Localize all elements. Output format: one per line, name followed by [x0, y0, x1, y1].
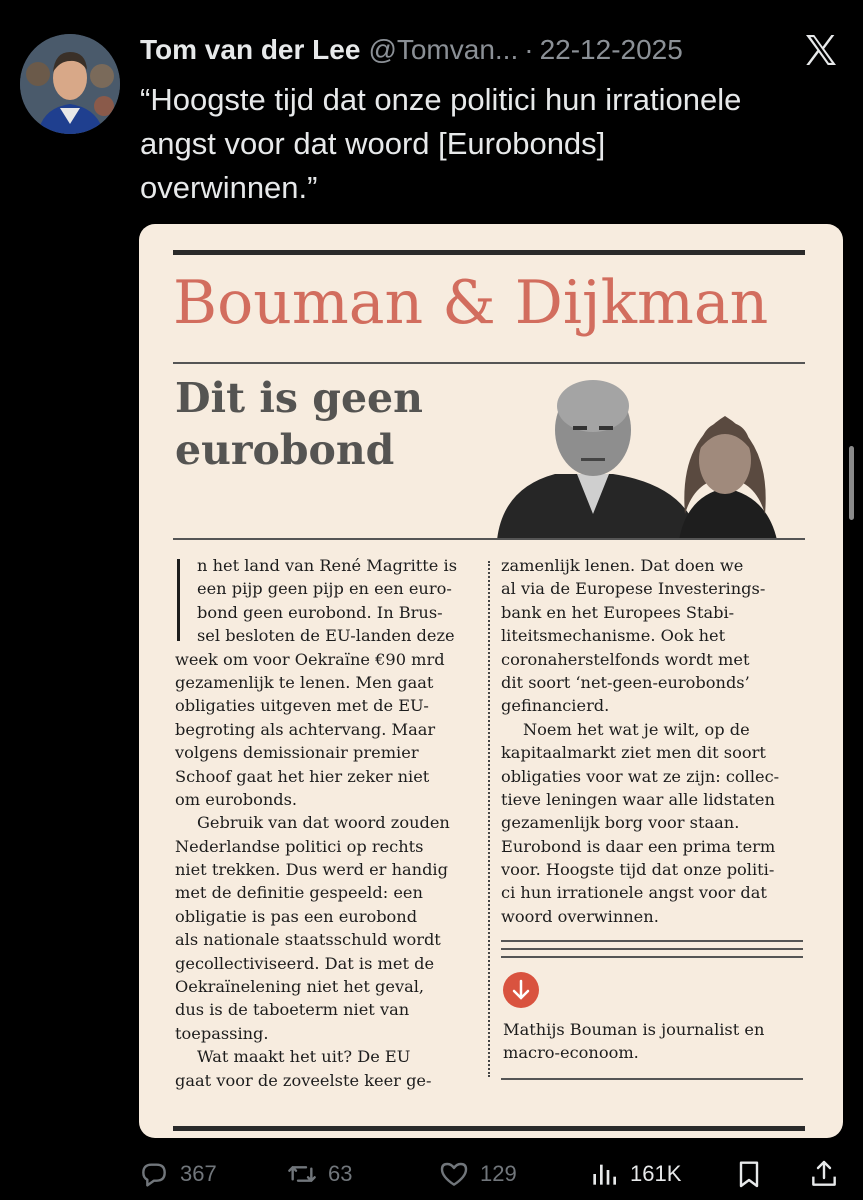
headline-line: Dit is geen: [175, 374, 423, 422]
author-name[interactable]: Tom van der Lee: [140, 34, 361, 65]
avatar-image: [20, 34, 120, 134]
column-line: bond geen eurobond. In Brus-: [197, 602, 443, 622]
column-line: Gebruik van dat woord zouden: [197, 813, 450, 833]
reply-button[interactable]: [138, 1158, 217, 1190]
tweet-header: [140, 30, 830, 70]
column-line: woord overwinnen.: [501, 906, 659, 926]
column-line: als nationale staatsschuld wordt: [175, 930, 441, 950]
views-button[interactable]: [588, 1158, 681, 1190]
column-line: om eurobonds.: [175, 789, 298, 809]
repost-icon: [286, 1158, 318, 1190]
bookmark-button[interactable]: [733, 1158, 765, 1190]
column-line: voor. Hoogste tijd dat onze politi-: [501, 860, 775, 880]
bookmark-icon: [733, 1158, 765, 1190]
column-line: zamenlijk lenen. Dat doen we: [501, 556, 744, 575]
right-column: [501, 554, 811, 928]
column-line: Oekraïnelening niet het geval,: [175, 977, 425, 997]
author-note: [503, 1018, 813, 1065]
end-rule: [501, 948, 803, 950]
column-line: volgens demissionair premier: [175, 743, 419, 763]
column-line: al via de Europese Investerings-: [501, 579, 766, 599]
like-count: 129: [480, 1161, 517, 1186]
column-line: obligaties voor wat ze zijn: collec-: [501, 766, 780, 786]
author-note-line: Mathijs Bouman is journalist en: [503, 1020, 765, 1039]
column-line: gecollectiviseerd. Dat is met de: [175, 953, 435, 973]
column-line: kapitaalmarkt ziet men dit soort: [501, 743, 766, 763]
tweet-media-image[interactable]: [139, 224, 843, 1138]
left-column: [175, 554, 475, 1092]
column-line: sel besloten de EU-landen deze: [197, 626, 455, 646]
scrollbar[interactable]: [849, 446, 854, 520]
headline: [175, 372, 455, 476]
tweet-actions: [0, 1148, 863, 1200]
x-logo-icon[interactable]: [803, 32, 839, 68]
avatar[interactable]: [20, 34, 120, 134]
column-line: begroting als achtervang. Maar: [175, 719, 436, 739]
column-line: n het land van René Magritte is: [197, 556, 457, 575]
tweet-text-line: angst voor dat woord [Eurobonds]: [140, 126, 606, 161]
column-line: met de definitie gespeeld: een: [175, 883, 423, 903]
column-line: Noem het wat je wilt, op de: [523, 719, 750, 739]
column-line: gefinancierd.: [501, 696, 610, 716]
end-rule: [501, 940, 803, 942]
column-line: Eurobond is daar een prima term: [501, 836, 776, 856]
column-line: liteitsmechanisme. Ook het: [501, 626, 726, 646]
like-button[interactable]: [438, 1158, 517, 1190]
repost-count: 63: [328, 1161, 353, 1186]
column-line: dit soort ‘net-geen-eurobonds’: [501, 672, 750, 692]
bottom-rule: [173, 1126, 805, 1131]
masthead: Bouman & Dijkman: [173, 268, 769, 338]
column-line: obligatie is pas een eurobond: [175, 906, 418, 926]
column-line: toepassing.: [175, 1023, 269, 1043]
column-divider: [488, 561, 490, 1077]
column-line: bank en het Europees Stabi-: [501, 602, 735, 622]
column-line: ci hun irrationele angst voor dat: [501, 883, 767, 903]
author-note-line: macro-econoom.: [503, 1043, 639, 1063]
arrow-down-icon: [503, 972, 539, 1008]
column-line: Nederlandse politici op rechts: [175, 836, 424, 856]
column-line: Schoof gaat het hier zeker niet: [175, 766, 430, 786]
column-line: niet trekken. Dus werd er handig: [175, 860, 448, 880]
column-line: een pijp geen pijp en een euro-: [197, 579, 452, 599]
column-line: dus is de taboeterm niet van: [175, 1000, 410, 1020]
column-line: tieve leningen waar alle lidstaten: [501, 789, 775, 809]
repost-button[interactable]: [286, 1158, 352, 1190]
column-line: Wat maakt het uit? De EU: [197, 1047, 411, 1067]
author-handle[interactable]: @Tomvan...: [368, 34, 519, 65]
footer-rule: [501, 1078, 803, 1080]
headline-line: eurobond: [175, 426, 395, 474]
tweet-text-line: “Hoogste tijd dat onze politici hun irrationele: [140, 82, 742, 117]
tweet-date[interactable]: 22-12-2025: [539, 34, 683, 65]
like-icon: [438, 1158, 470, 1190]
views-count: 161K: [630, 1161, 682, 1186]
reply-icon: [138, 1158, 170, 1190]
authors-photo: [493, 364, 803, 540]
photo-rule: [173, 538, 805, 540]
column-line: week om voor Oekraïne €90 mrd: [175, 649, 445, 669]
views-icon: [588, 1158, 620, 1190]
column-line: obligaties uitgeven met de EU-: [175, 696, 429, 716]
top-rule: [173, 250, 805, 255]
reply-count: 367: [180, 1161, 217, 1186]
column-line: gezamenlijk borg voor staan.: [501, 813, 740, 833]
column-line: gezamenlijk te lenen. Men gaat: [175, 672, 434, 692]
separator-dot: ·: [524, 34, 534, 65]
end-rule: [501, 956, 803, 958]
column-line: gaat voor de zoveelste keer ge-: [175, 1070, 432, 1090]
column-line: coronaherstelfonds wordt met: [501, 649, 750, 669]
share-button[interactable]: [808, 1158, 840, 1190]
share-icon: [808, 1158, 840, 1190]
tweet-text: [140, 78, 840, 210]
tweet-text-line: overwinnen.”: [140, 170, 318, 205]
